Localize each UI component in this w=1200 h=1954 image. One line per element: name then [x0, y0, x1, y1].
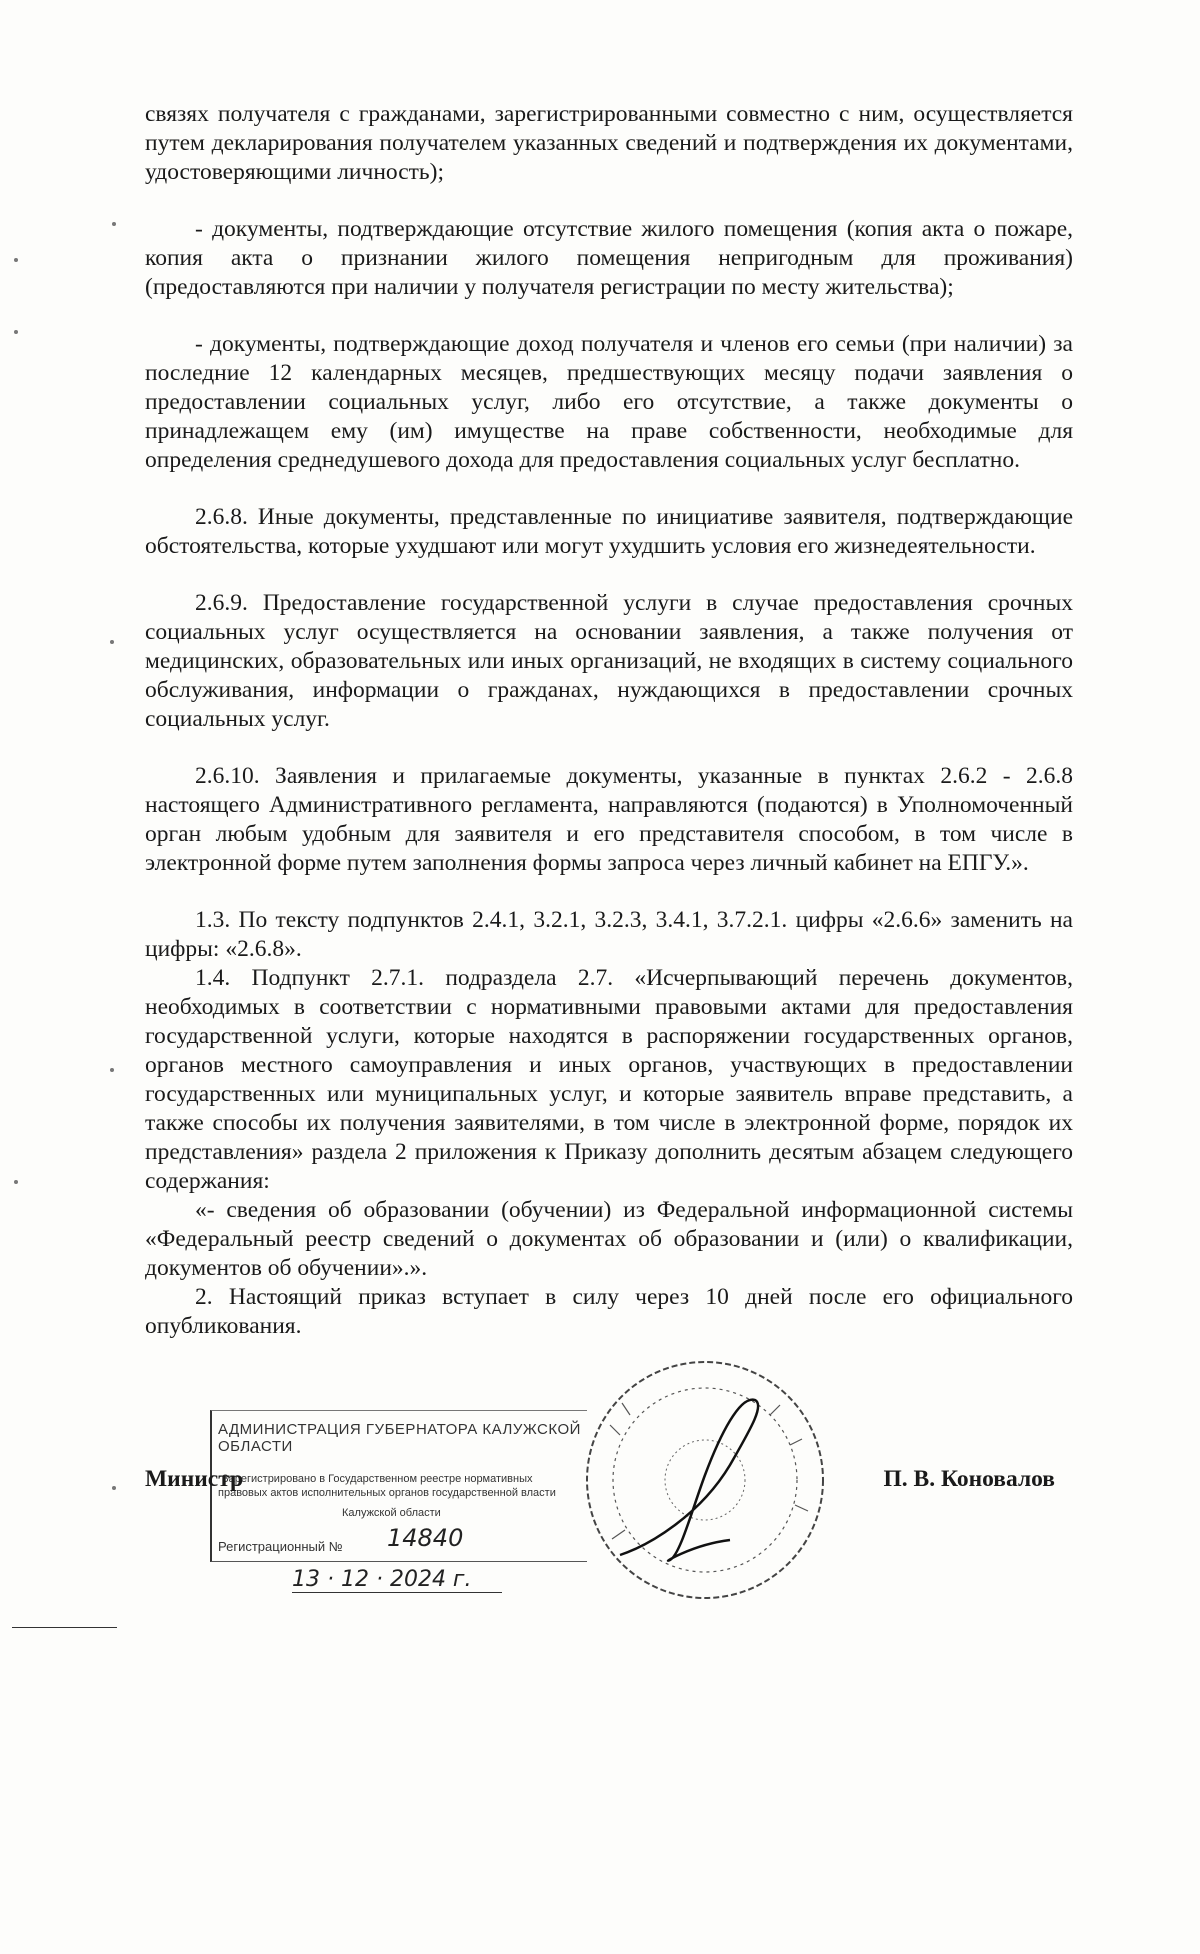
footer-rule [12, 1627, 117, 1628]
paragraph-1: связях получателя с гражданами, зарегистрированными совместно с ним, осуществляется путем декларирования получателем указанных сведений и подтверждения их документами, удостоверяющими личность); [145, 101, 1073, 185]
document-body [145, 100, 1073, 1341]
reg-stamp-line-3: правовых актов исполнительных органов государственной власти [218, 1487, 556, 1499]
paragraph-5: 2.6.9. Предоставление государственной услуги в случае предоставления срочных социальных услуг осуществляется на основании заявления, а также получения от медицинских, образовательных или иных организаций, не входящих в систему социального обслуживания, информации о гражданах, нуждающихся в предоставлении срочных социальных услуг. [145, 590, 1073, 732]
reg-date: 13 · 12 · 2024 г. [292, 1567, 502, 1593]
reg-stamp-header: АДМИНИСТРАЦИЯ ГУБЕРНАТОРА КАЛУЖСКОЙ ОБЛАСТИ [218, 1421, 581, 1455]
official-seal-icon [580, 1355, 830, 1605]
reg-number-label: Регистрационный № [218, 1539, 343, 1554]
paragraph-4: 2.6.8. Иные документы, представленные по инициативе заявителя, подтверждающие обстоятельства, которые ухудшают или могут ухудшить условия его жизнедеятельности. [145, 504, 1073, 559]
paragraph-3: - документы, подтверждающие доход получателя и членов его семьи (при наличии) за последние 12 календарных месяцев, предшествующих месяцу подачи заявления о предоставлении социальных услуг, либо его отсутствие, а также документы о принадлежащем ему (им) имуществе на праве собственности, необходимые для определения среднедушевого дохода для предоставления социальных услуг бесплатно. [145, 331, 1073, 473]
reg-number: 14840 [387, 1524, 464, 1552]
paragraph-8: 1.4. Подпункт 2.7.1. подраздела 2.7. «Исчерпывающий перечень документов, необходимых в соответствии с нормативными правовыми актами для предоставления государственной услуги, которые находятся в распоряжении государственных органов, органов местного самоуправления и иных органов, участвующих в предоставлении государственных или муниципальных услуг, и которые заявитель вправе представить, а также способы их получения заявителями, в том числе в электронной форме, порядок их представления» раздела 2 приложения к Приказу дополнить десятым абзацем следующего содержания: [145, 965, 1073, 1194]
signatory-title: Министр [145, 1466, 244, 1492]
reg-stamp-line-2: Зарегистрировано в Государственном реестре нормативных [222, 1473, 533, 1485]
paragraph-2: - документы, подтверждающие отсутствие жилого помещения (копия акта о пожаре, копия акта о признании жилого помещения непригодным для проживания) (предоставляются при наличии у получателя регистрации по месту жительства); [145, 216, 1073, 300]
paragraph-9: «- сведения об образовании (обучении) из Федеральной информационной системы «Федеральный реестр сведений о документах об образовании и (или) о квалификации, документов об обучении».». [145, 1197, 1073, 1281]
registration-stamp [210, 1410, 587, 1592]
signatory-name: П. В. Коновалов [883, 1466, 1055, 1492]
paragraph-7: 1.3. По тексту подпунктов 2.4.1, 3.2.1, 3.2.3, 3.4.1, 3.7.2.1. цифры «2.6.6» заменить на цифры: «2.6.8». [145, 907, 1073, 962]
paragraph-10: 2. Настоящий приказ вступает в силу через 10 дней после его официального опубликования. [145, 1284, 1073, 1339]
paragraph-6: 2.6.10. Заявления и прилагаемые документы, указанные в пунктах 2.6.2 - 2.6.8 настоящего Административного регламента, направляются (подаются) в Уполномоченный орган любым удобным для заявителя и его представителя способом, в том числе в электронной форме путем заполнения формы запроса через личный кабинет на ЕПГУ.». [145, 763, 1073, 876]
reg-stamp-line-4: Калужской области [342, 1507, 441, 1519]
